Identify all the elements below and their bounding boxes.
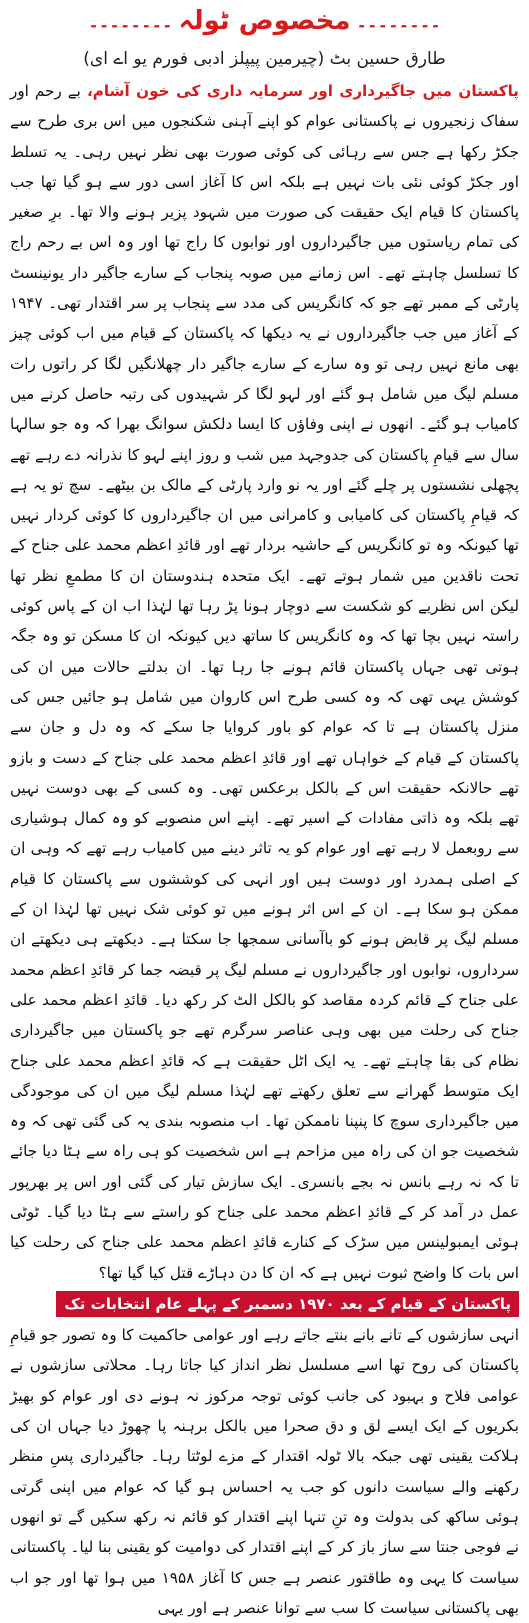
title-dashes-left: ۔۔۔۔۔۔۔۔: [88, 10, 173, 32]
author-byline: طارق حسین بٹ (چیرمین پیپلز ادبی فورم یو اے ای): [83, 49, 446, 69]
lead-highlight: پاکستان میں جاگیرداری اور سرمایہ داری کی خون آشام،: [86, 82, 519, 100]
paragraph-1-text: بے رحم اور سفاک زنجیروں نے پاکستانی عوام کو اپنے آہنی شکنجوں میں اس بری طرح سے جکڑ رکھا ہے جس سے رہائی کی کوئی صورت بھی نظر نہیں رہی۔ یہ تسلط اور جکڑ کوئی نئی بات نہیں ہے بلکہ اس کا آغاز اسی دور سے ہو گیا تھا جب پاکستان کا قیام ایک حقیقت کی صورت میں شہود پزیر ہونے والا تھا۔ برِ صغیر کی تمام ریاستوں میں جاگیرداروں اور نوابوں کا راج تھا اور وہ اس بے رحم راج کا تسلسل چاہتے تھے۔ اس زمانے میں صوبہ پنجاب کے سارے جاگیر دار یونینسٹ پارٹی کے ممبر تھے جو کہ کانگریس کی مدد سے پنجاب پر سر اقتدار تھی۔ ۱۹۴۷ کے آغاز میں جب جاگیرداروں نے یہ دیکھا کہ پاکستان کے قیام میں اب کوئی چیز بھی مانع نہیں رہی تو وہ سارے کے سارے جاگیر دار چھلانگیں لگا کر راتوں رات مسلم لیگ میں شامل ہو گئے اور لہو لگا کر شہیدوں کی رتبہ حاصل کرنے میں کامیاب ہو گئے۔ انھوں نے اپنی وفاؤں کا ایسا دلکش سوانگ بھرا کہ وہ جو سالہا سال سے قیامِ پاکستان کی جدوجہد میں شب و روز اپنے لہو کا نذرانہ دے رہے تھے پچھلی نشستوں پر چلے گئے اور یہ نو وارد پارٹی کے مالک بن بیٹھے۔ سچ تو یہ ہے کہ قیامِ پاکستان کی کامیابی و کامرانی میں ان جاگیرداروں کا کوئی کردار نہیں تھا کیونکہ وہ تو کانگریس کے حاشیہ بردار تھے اور قائدِ اعظم محمد علی جناح کے تحت ناقدین میں شمار ہوتے تھے۔ ایک متحدہ ہندوستان ان کا مطمعِ نظر تھا لیکن اس نظریے کو شکست سے دوچار ہونا پڑ رہا تھا لہٰذا اب ان کے پاس کوئی راستہ نہیں بچا تھا کہ وہ کانگریس کا ساتھ دیں کیونکہ ان کا مسکن تو وہ جگہ ہوتی تھی جہاں پاکستان قائم ہونے جا رہا تھا۔ ان بدلتے حالات میں ان کی کوشش یہی تھی کہ وہ کسی طرح اس کاروان میں شامل ہو جائیں جس کی منزل پاکستان ہے تا کہ عوام کو باور کروایا جا سکے کہ وہ دل و جان سے پاکستان کے قیام کے خواہاں تھے اور قائدِ اعظم محمد علی جناح کے دست و بازو تھے حالانکہ حقیقت اس کے بالکل برعکس تھی۔ وہ کسی کے بھی دوست نہیں تھے بلکہ وہ ذاتی مفادات کے اسیر تھے۔ اپنے اس منصوبے کو وہ کمال ہوشیاری سے روبعمل لا رہے تھے اور عوام کو یہ تاثر دینے میں کامیاب رہے تھے کہ وہی ان کے اصلی ہمدرد اور دوست ہیں اور انہی کی کوششوں سے پاکستان کا قیام ممکن ہو سکا ہے۔ ان کے اس اثر ہونے میں تو کوئی شک نہیں تھا لہٰذا ان کے مسلم لیگ پر قابض ہونے کو باآسانی سمجھا جا سکتا ہے۔ دیکھتے ہی دیکھتے ان سرداروں، نوابوں اور جاگیرداروں نے مسلم لیگ پر قبضہ جما کر قائدِ اعظم محمد علی جناح کے قائم کردہ مقاصد کو بالکل الٹ کر رکھ دیا۔ قائدِ اعظم محمد علی جناح کی رحلت میں بھی وہی عناصر سرگرم تھے جو پاکستان میں جاگیرداری نظام کی بقا چاہتے تھے۔ یہ ایک اٹل حقیقت ہے کہ قائدِ اعظم محمد علی جناح ایک متوسط گھرانے سے تعلق رکھتے تھے لہٰذا مسلم لیگ میں ان کی موجودگی میں جاگیرداری سوچ کا پنپنا ناممکن تھا۔ اب منصوبہ بندی یہ کی گئی تھی کہ وہ شخصیت جو ان کی راہ میں مزاحم ہے اس شخصیت کو ہی راہ سے ہٹا دیا جائے تا کہ نہ رہے بانس نہ بجے بانسری۔ ایک سازش تیار کی گئی اور اس پر بھرپور عمل در آمد کر کے قائدِ اعظم محمد علی جناح کو راستے سے ہٹا دیا گیا۔ ٹوٹی ہوئی ایمبولینس میں سڑک کے کنارے قائدِ اعظم محمد علی جناح کی رحلت کیا اس بات کا واضح ثبوت نہیں ہے کہ ان کا دن دہاڑے قتل کیا گیا تھا؟: [10, 82, 519, 1282]
title-row: [10, 0, 519, 42]
paragraph-2: انہی سازشوں کے تانے بانے بنتے جاتے رہے اور عوامی حاکمیت کا وہ تصور جو قیامِ پاکستان کی روح تھا اسے مسلسل نظر انداز کیا جاتا رہا۔ محلاتی سازشوں نے عوامی فلاح و بہبود کی جانب کوئی توجہ مرکوز نہ ہونے دی اور عوام کو بھیڑ بکریوں کے ایک ایسے لق و دق صحرا میں بالکل برہنہ پا چھوڑ دیا جہاں ان کی ہلاکت یقینی تھی جبکہ بالا ٹولہ اقتدار کے مزے لوٹتا رہا۔ جاگیرداری پسِ منظر رکھنے والے سیاست دانوں کو جب یہ احساس ہو گیا کہ عوام میں اپنی گرتی ہوئی ساکھ کی بدولت وہ تنِ تنہا اپنے اقتدار کو قائم نہ رکھ سکیں گے تو انھوں نے فوجی جنتا سے ساز باز کر کے اپنے اقتدار کی دوامیت کو یقینی بنا لیا۔ پاکستانی سیاست کا یہی وہ طاقتور عنصر ہے جس کا آغاز ۱۹۵۸ میں ہوا تھا اور جو اب بھی پاکستانی سیاست کا سب سے توانا عنصر ہے اور یہی: [9, 1326, 519, 1617]
title-dashes-right: ۔۔۔۔۔۔۔۔: [356, 10, 441, 32]
paragraph-1: [10, 76, 519, 1288]
article-body: [10, 76, 519, 1623]
subheading-row: [10, 1289, 519, 1319]
article-title: مخصوص ٹولہ: [178, 6, 351, 36]
subheading-highlight: پاکستان کے قیام کے بعد ۱۹۷۰ دسمبر کے پہلے عام انتخابات تک: [56, 1291, 519, 1317]
